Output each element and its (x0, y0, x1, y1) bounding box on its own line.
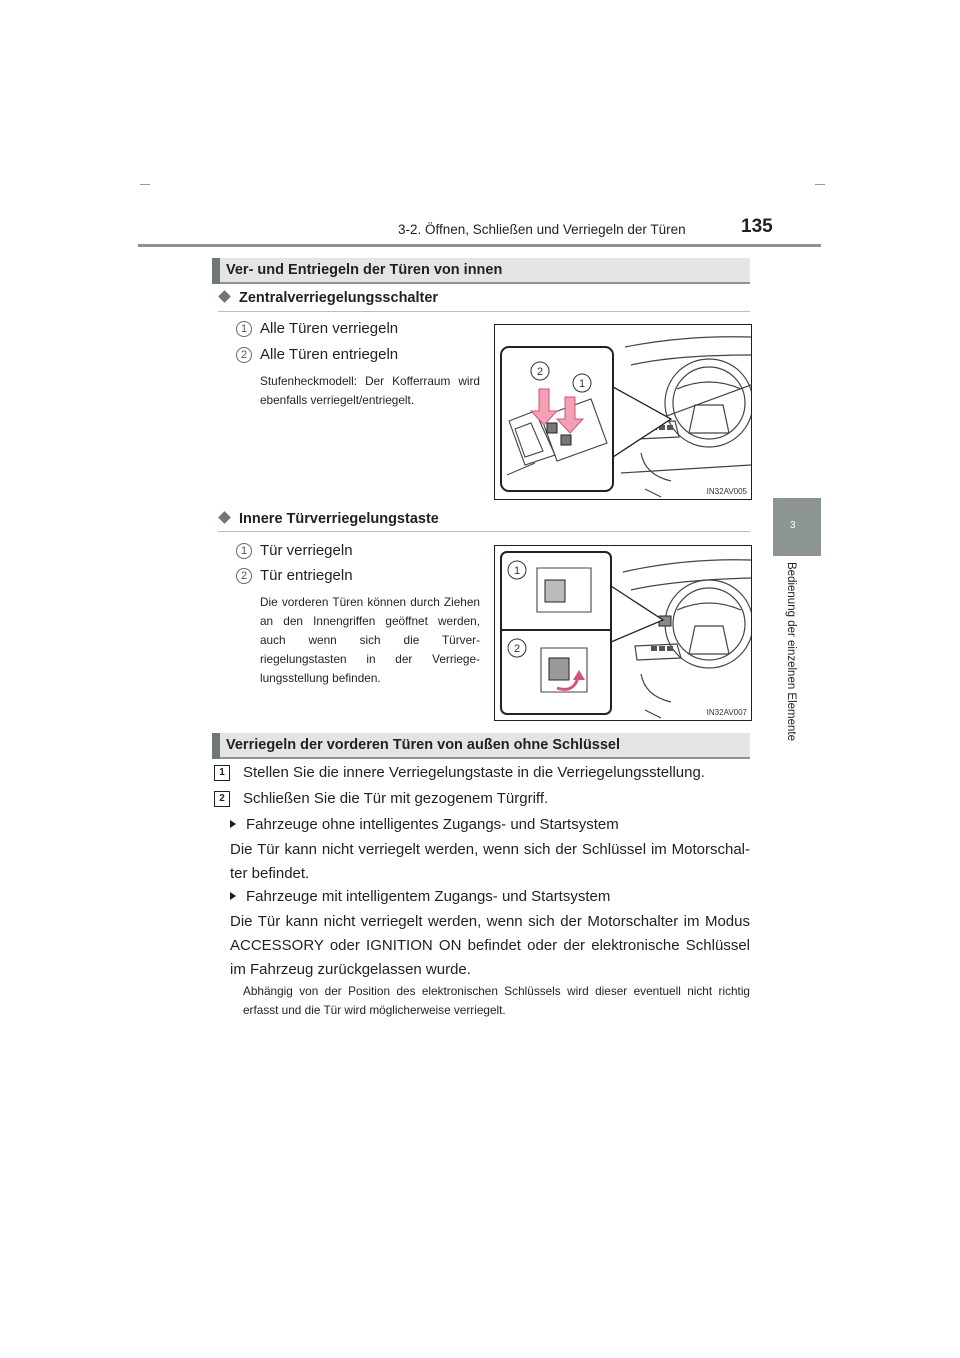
item-label: Alle Türen verriegeln (260, 320, 399, 337)
subsection-heading (218, 511, 439, 527)
dashboard-illustration (495, 325, 751, 499)
step-number-badge: 1 (214, 765, 230, 781)
condition-text: Fahrzeuge ohne intelligentes Zugangs- und Startsystem (246, 816, 619, 833)
note-text: Die vorderen Türen können durch Ziehen an den Innengriffen geöffnet werden, auch wenn sich die Türver-riegelungstasten in der Verriege-lungsstellung befinden. (260, 595, 480, 685)
body-paragraph: Die Tür kann nicht verriegelt werden, wenn sich der Schlüssel im Motorschal-ter befindet. (230, 841, 750, 882)
section-heading-bar (212, 733, 750, 759)
chapter-tab-label: Bedienung der einzelnen Elemente (785, 562, 797, 742)
step-number-badge: 2 (214, 791, 230, 807)
illustration-central-lock-switch (494, 324, 752, 500)
section-accent (212, 733, 220, 759)
item-number-badge: 1 (236, 321, 252, 337)
header-rule (138, 244, 821, 247)
callout-1: 1 (513, 565, 521, 577)
subsection-rule (218, 531, 750, 532)
item-number-badge: 2 (236, 347, 252, 363)
subsection-title: Zentralverriegelungsschalter (239, 290, 439, 306)
section-heading-bar (212, 258, 750, 284)
figure-code: IN32AV007 (706, 708, 747, 717)
chapter-tab-number: 3 (790, 520, 796, 531)
footnote-text: Abhängig von der Position des elektronischen Schlüssels wird dieser eventuell nicht richtig erfasst und die Tür wird möglicherweise verriegelt. (243, 984, 750, 1017)
triangle-bullet-icon (230, 820, 236, 828)
figure-code: IN32AV005 (706, 487, 747, 496)
door-lock-illustration (495, 546, 751, 720)
body-paragraph: Die Tür kann nicht verriegelt werden, wenn sich der Motorschalter im Modus ACCESSORY oder IGNITION ON befindet oder der elektronische Schlüssel im Fahrzeug zurückgelassen wurde. (230, 913, 750, 978)
item-label: Tür verriegeln (260, 542, 353, 559)
condition-heading (230, 888, 610, 905)
subsection-heading (218, 290, 438, 306)
illustration-inner-lock-button (494, 545, 752, 721)
crop-mark-left (140, 184, 150, 185)
crop-mark-right (815, 184, 825, 185)
item-label: Tür entriegeln (260, 567, 353, 584)
section-accent (212, 258, 220, 284)
note-text: Stufenheckmodell: Der Kofferraum wird ebenfalls verriegelt/entriegelt. (260, 374, 480, 407)
triangle-bullet-icon (230, 892, 236, 900)
section-title: Ver- und Entriegeln der Türen von innen (226, 262, 503, 278)
diamond-icon (218, 290, 231, 303)
section-title: Verriegeln der vorderen Türen von außen ohne Schlüssel (226, 737, 621, 753)
callout-1: 1 (578, 378, 586, 390)
chapter-title: 3-2. Öffnen, Schließen und Verriegeln der Türen (398, 222, 686, 237)
callout-2: 2 (513, 643, 521, 655)
condition-text: Fahrzeuge mit intelligentem Zugangs- und Startsystem (246, 888, 611, 905)
subsection-rule (218, 311, 750, 312)
item-label: Alle Türen entriegeln (260, 346, 399, 363)
diamond-icon (218, 511, 231, 524)
callout-2: 2 (536, 366, 544, 378)
subsection-title: Innere Türverriegelungstaste (239, 511, 439, 527)
item-number-badge: 2 (236, 568, 252, 584)
condition-heading (230, 816, 619, 833)
item-number-badge: 1 (236, 543, 252, 559)
step-text: Schließen Sie die Tür mit gezogenem Türgriff. (243, 790, 549, 807)
page-number: 135 (741, 216, 773, 237)
step-text: Stellen Sie die innere Verriegelungstaste in die Verriegelungsstellung. (243, 764, 705, 781)
chapter-tab (773, 498, 821, 556)
